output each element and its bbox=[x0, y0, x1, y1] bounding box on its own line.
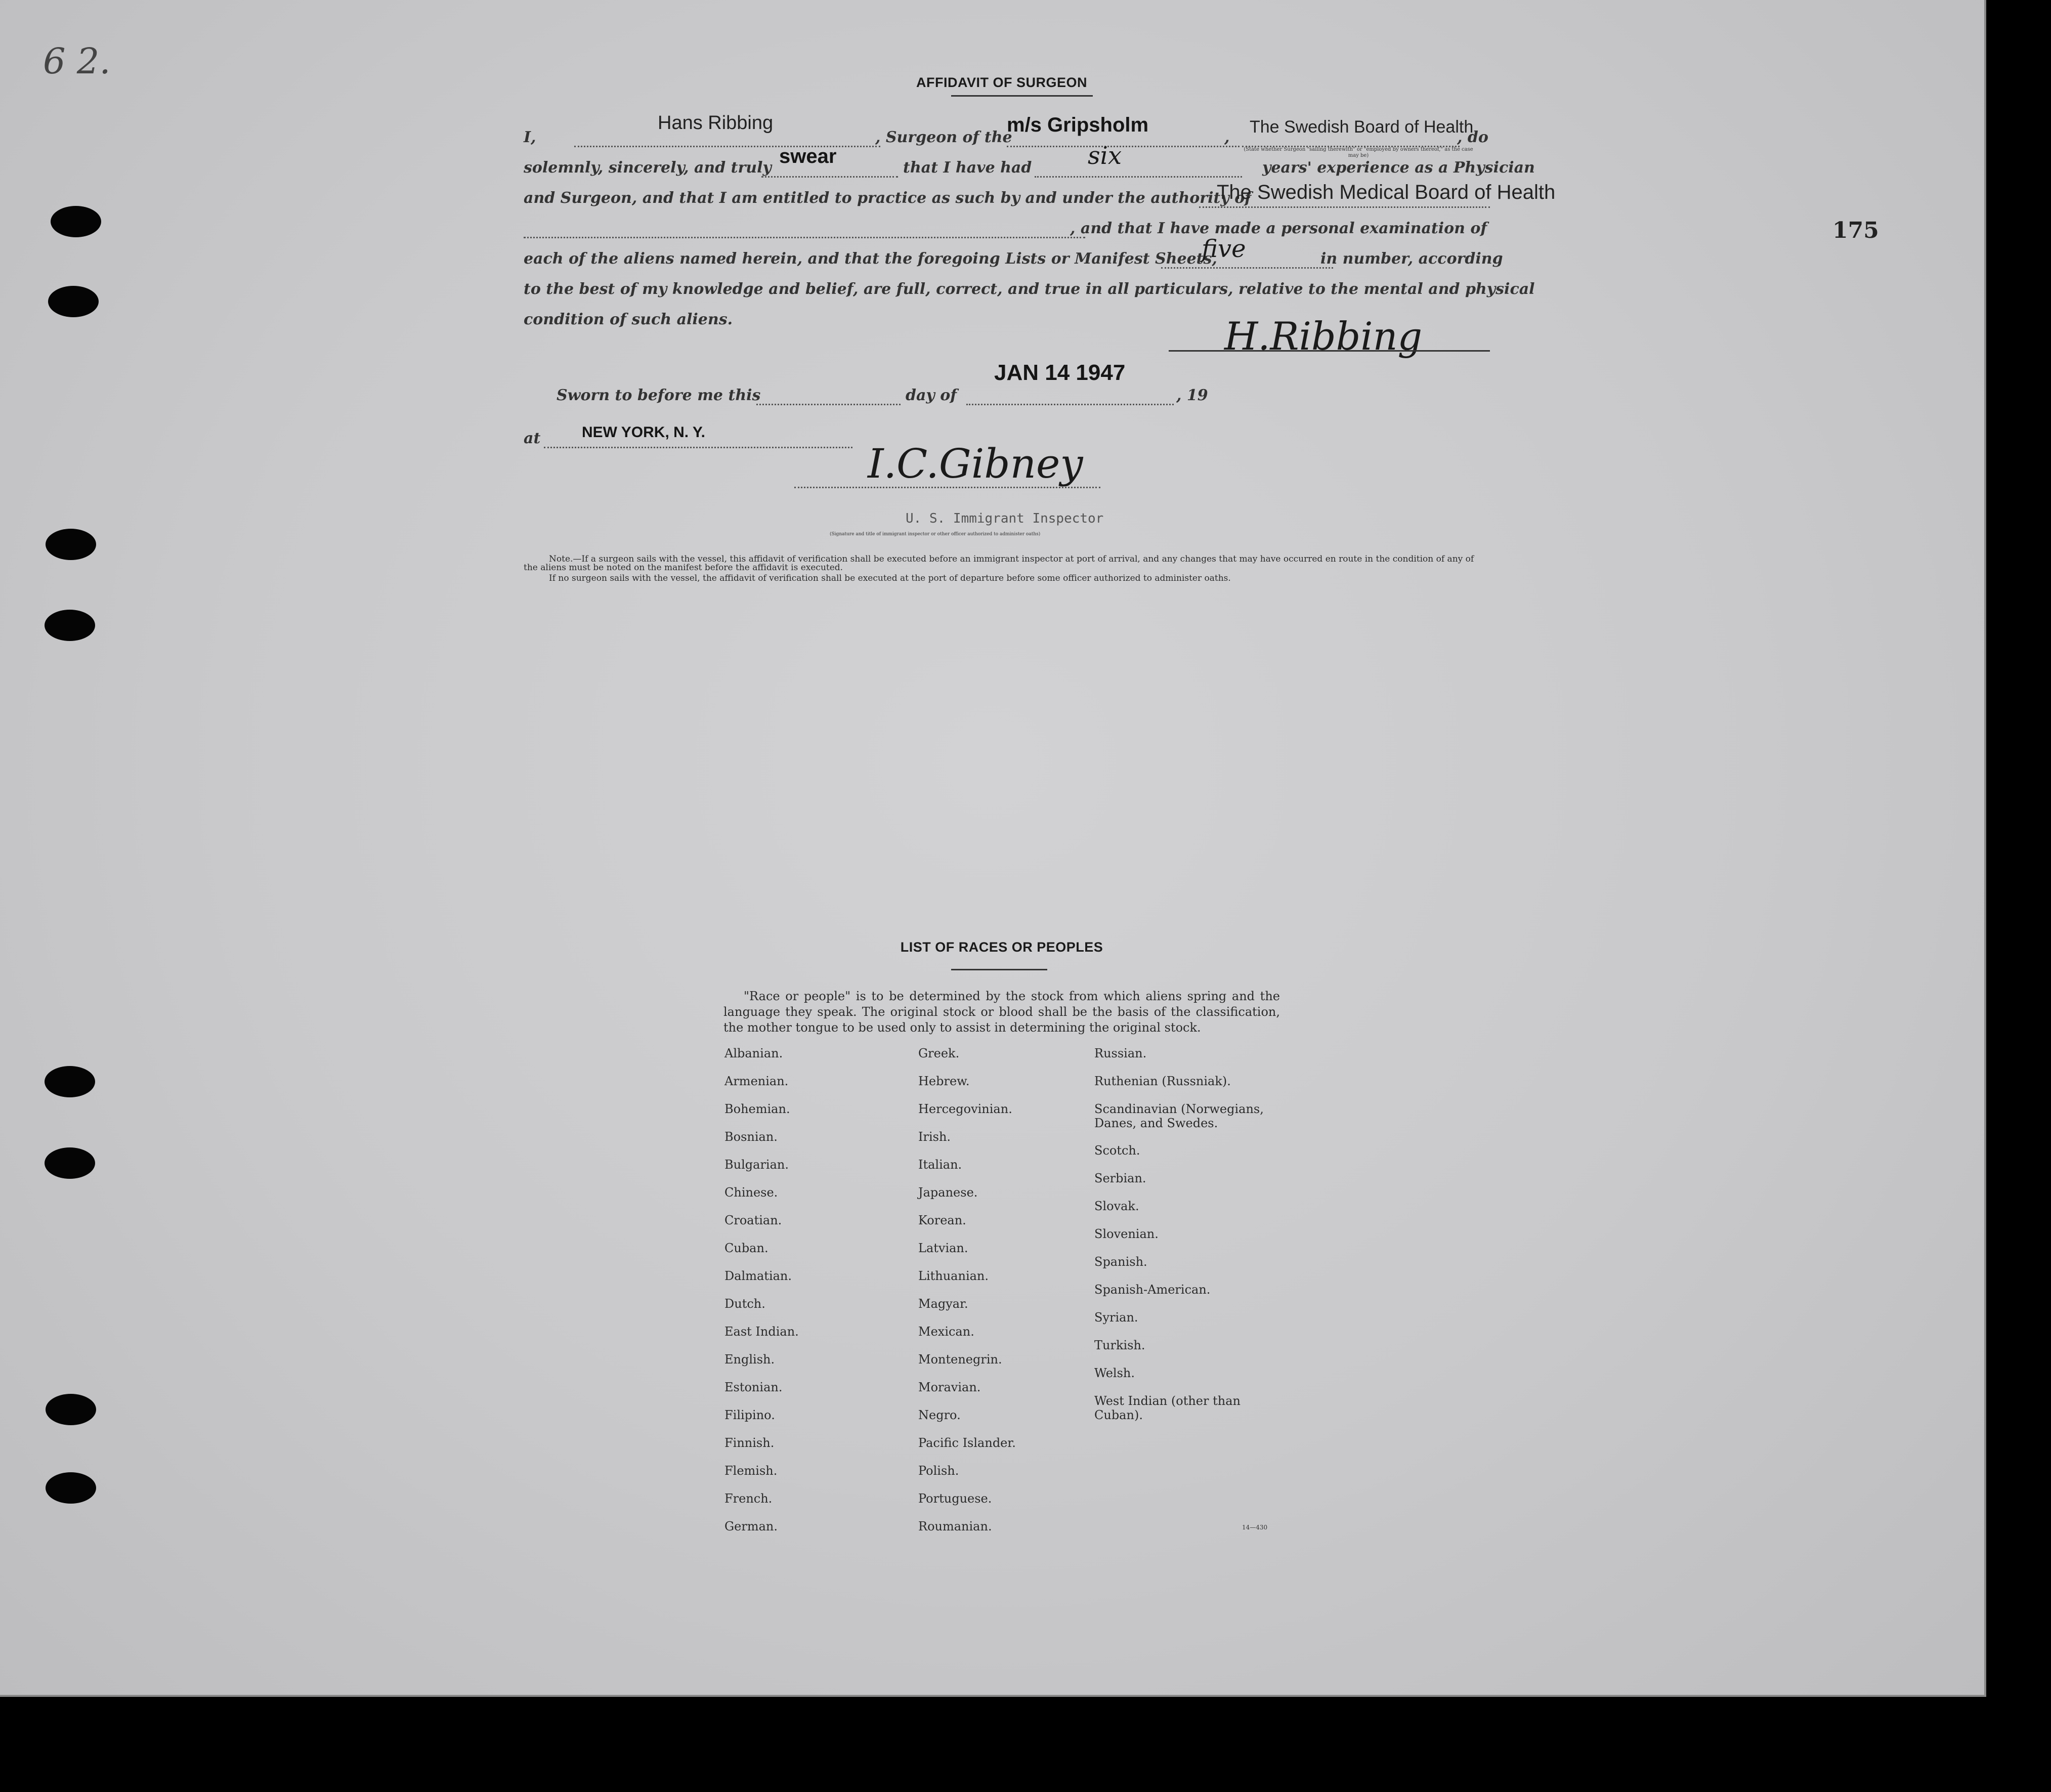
employer-instruction: (State whether Surgeon "sailing therewith" or "employed by owners thereof," as the case may be) bbox=[1244, 147, 1473, 158]
page-number: 175 bbox=[1832, 218, 1879, 243]
race-item: Dalmatian. bbox=[724, 1269, 792, 1283]
race-item: Ruthenian (Russniak). bbox=[1094, 1074, 1231, 1088]
binder-hole bbox=[46, 1394, 96, 1425]
label-comma: , bbox=[1224, 129, 1230, 146]
fill-line bbox=[1035, 176, 1242, 178]
race-item: Spanish. bbox=[1094, 1255, 1147, 1269]
label-manifest-sheets: each of the aliens named herein, and that the foregoing Lists or Manifest Sheets, bbox=[524, 250, 1217, 268]
race-item: Greek. bbox=[918, 1046, 960, 1060]
race-item: Filipino. bbox=[724, 1408, 775, 1422]
sheets-handwritten: five bbox=[1202, 235, 1246, 263]
race-item: Bulgarian. bbox=[724, 1158, 789, 1172]
race-item: Hercegovinian. bbox=[918, 1102, 1012, 1116]
sworn-line bbox=[557, 379, 1265, 410]
heading-rule bbox=[951, 95, 1093, 97]
races-intro: "Race or people" is to be determined by the stock from which aliens spring and the language they speak. The original stock or blood shall be the basis of the classification, the mother tongue to be used only to assist in determining the original stock. bbox=[723, 989, 1280, 1035]
race-item: Italian. bbox=[918, 1158, 962, 1172]
race-item: East Indian. bbox=[724, 1325, 799, 1339]
race-item: Japanese. bbox=[918, 1185, 978, 1200]
binder-hole bbox=[45, 1147, 95, 1179]
binder-hole bbox=[45, 610, 95, 641]
label-sworn: Sworn to before me this bbox=[557, 387, 761, 404]
fill-line bbox=[524, 237, 1085, 238]
form-number: 14—430 bbox=[1242, 1524, 1268, 1531]
fill-line bbox=[756, 404, 901, 405]
race-item: German. bbox=[724, 1519, 778, 1533]
label-i: I, bbox=[524, 129, 536, 146]
race-item: Dutch. bbox=[724, 1297, 765, 1311]
race-item: Negro. bbox=[918, 1408, 961, 1422]
race-item: Russian. bbox=[1094, 1046, 1147, 1060]
race-item: West Indian (other than Cuban). bbox=[1094, 1394, 1241, 1422]
corner-handwritten-mark: 6 2. bbox=[43, 40, 111, 82]
affidavit-line-2 bbox=[524, 152, 1535, 182]
race-item: Scandinavian (Norwegians, Danes, and Swedes. bbox=[1094, 1102, 1264, 1130]
affidavit-line-6 bbox=[524, 273, 1535, 304]
race-item: Welsh. bbox=[1094, 1366, 1135, 1380]
fill-line bbox=[1161, 267, 1333, 269]
fill-line bbox=[761, 176, 898, 178]
oath-word: swear bbox=[779, 145, 837, 167]
race-item: Turkish. bbox=[1094, 1338, 1145, 1352]
label-authority: and Surgeon, and that I am entitled to practice as such by and under the authority of bbox=[524, 189, 1252, 207]
race-item: Mexican. bbox=[918, 1325, 974, 1339]
label-in-number: in number, according bbox=[1320, 250, 1503, 268]
binder-hole bbox=[46, 529, 96, 560]
affidavit-line-4 bbox=[524, 212, 1490, 243]
authority-name: The Swedish Medical Board of Health bbox=[1217, 181, 1556, 203]
race-item: Spanish-American. bbox=[1094, 1283, 1211, 1297]
fill-line bbox=[1007, 146, 1240, 147]
race-item: Flemish. bbox=[724, 1464, 778, 1478]
race-column-3 bbox=[1094, 1046, 1281, 1435]
note-paragraph-1: Note.—If a surgeon sails with the vessel, this affidavit of verification shall be executed before an immigrant inspector at port of arrival, and any changes that may have occurred en route in the condition of any of the aliens must be noted on the manifest before the affidavit is executed. bbox=[524, 554, 1474, 573]
label-personal-examination: , and that I have made a personal examination of bbox=[1070, 220, 1487, 237]
race-item: Pacific Islander. bbox=[918, 1436, 1016, 1450]
label-best-knowledge: to the best of my knowledge and belief, are full, correct, and true in all particulars, relative to the mental and physical bbox=[524, 280, 1535, 298]
date-stamp: JAN 14 1947 bbox=[994, 360, 1126, 385]
race-item: Slovenian. bbox=[1094, 1227, 1159, 1241]
race-item: Portuguese. bbox=[918, 1491, 992, 1506]
inspector-signature: I.C.Gibney bbox=[868, 440, 1083, 487]
race-item: Lithuanian. bbox=[918, 1269, 989, 1283]
inspector-signature-line bbox=[794, 487, 1100, 488]
race-item: Irish. bbox=[918, 1130, 951, 1144]
race-item: Hebrew. bbox=[918, 1074, 970, 1088]
race-column-2 bbox=[918, 1046, 1100, 1547]
race-item: Montenegrin. bbox=[918, 1352, 1002, 1367]
races-heading: LIST OF RACES OR PEOPLES bbox=[900, 940, 1103, 955]
race-item: Estonian. bbox=[724, 1380, 783, 1394]
race-item: Chinese. bbox=[724, 1185, 778, 1200]
race-item: French. bbox=[724, 1491, 773, 1506]
race-column-1 bbox=[724, 1046, 907, 1547]
years-handwritten: six bbox=[1088, 142, 1122, 170]
inspector-title: U. S. Immigrant Inspector bbox=[906, 511, 1104, 526]
label-solemnly: solemnly, sincerely, and truly bbox=[524, 159, 772, 177]
label-do: , do bbox=[1457, 129, 1488, 146]
label-years-experience: years' experience as a Physician bbox=[1262, 159, 1535, 177]
fill-line bbox=[544, 447, 852, 448]
vessel-name-stamp: m/s Gripsholm bbox=[1007, 114, 1149, 136]
surgeon-name: Hans Ribbing bbox=[658, 112, 774, 134]
race-item: Roumanian. bbox=[918, 1519, 992, 1533]
race-item: Syrian. bbox=[1094, 1310, 1138, 1325]
fill-line bbox=[966, 404, 1174, 405]
label-condition: condition of such aliens. bbox=[524, 311, 733, 328]
label-19: , 19 bbox=[1176, 387, 1208, 404]
label-day-of: day of bbox=[906, 387, 957, 404]
affidavit-line-5 bbox=[524, 243, 1503, 273]
surgeon-signature: H.Ribbing bbox=[1224, 314, 1423, 359]
label-at: at bbox=[524, 430, 541, 447]
label-surgeon-of: , Surgeon of the bbox=[875, 129, 1012, 146]
signature-line bbox=[1169, 350, 1490, 352]
race-item: Slovak. bbox=[1094, 1199, 1139, 1213]
races-heading-rule bbox=[951, 969, 1047, 970]
race-item: Magyar. bbox=[918, 1297, 968, 1311]
affidavit-heading: AFFIDAVIT OF SURGEON bbox=[916, 75, 1087, 90]
binder-hole bbox=[51, 206, 101, 237]
note-paragraph-2: If no surgeon sails with the vessel, the affidavit of verification shall be executed at the port of departure before some officer authorized to administer oaths. bbox=[549, 573, 1231, 583]
signature-caption: (Signature and title of immigrant inspector or other officer authorized to administer oaths) bbox=[830, 532, 1041, 537]
race-item: Scotch. bbox=[1094, 1143, 1140, 1158]
race-item: Korean. bbox=[918, 1213, 966, 1227]
race-item: Polish. bbox=[918, 1464, 959, 1478]
race-item: English. bbox=[724, 1352, 775, 1367]
race-item: Finnish. bbox=[724, 1436, 775, 1450]
binder-hole bbox=[46, 1472, 96, 1504]
employer-name: The Swedish Board of Health bbox=[1250, 117, 1474, 137]
place-stamp: NEW YORK, N. Y. bbox=[582, 424, 705, 441]
label-have-had: that I have had bbox=[903, 159, 1032, 177]
race-item: Armenian. bbox=[724, 1074, 789, 1088]
fill-line bbox=[1199, 206, 1490, 208]
race-item: Bosnian. bbox=[724, 1130, 778, 1144]
race-item: Croatian. bbox=[724, 1213, 782, 1227]
race-item: Serbian. bbox=[1094, 1171, 1146, 1185]
race-item: Albanian. bbox=[724, 1046, 783, 1060]
binder-hole bbox=[48, 286, 99, 317]
binder-hole bbox=[45, 1066, 95, 1097]
race-item: Moravian. bbox=[918, 1380, 981, 1394]
race-item: Bohemian. bbox=[724, 1102, 790, 1116]
race-item: Latvian. bbox=[918, 1241, 968, 1255]
race-item: Cuban. bbox=[724, 1241, 768, 1255]
